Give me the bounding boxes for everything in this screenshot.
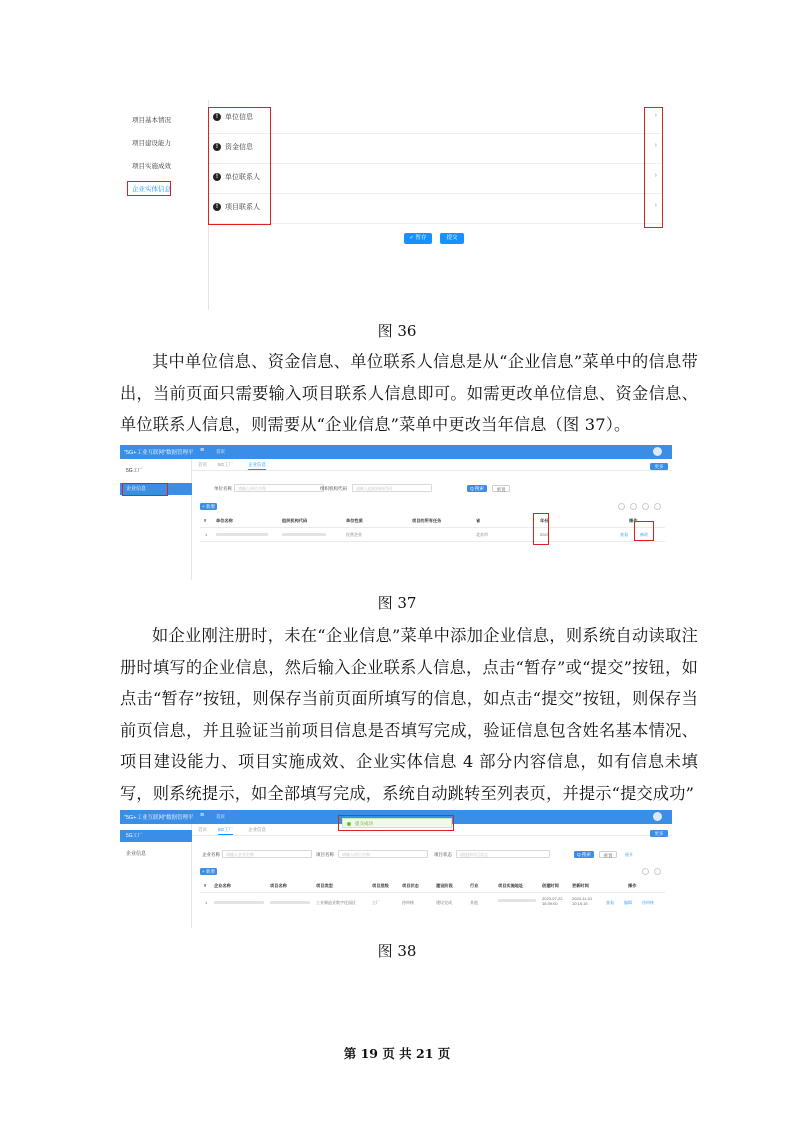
info-icon: ! — [213, 203, 221, 211]
columns-icon[interactable] — [642, 503, 649, 510]
menu-item-construction[interactable]: 项目建设能力 — [132, 140, 171, 147]
col-header: 更新时间 — [572, 883, 589, 888]
tab-home[interactable]: 首页 — [198, 462, 207, 467]
info-icon: ! — [213, 113, 221, 121]
divider — [200, 892, 665, 893]
tab-home[interactable]: 首页 — [198, 827, 207, 832]
cell-status: 待审核 — [402, 900, 414, 905]
view-link[interactable]: 查看 — [620, 532, 628, 537]
highlight-box — [644, 107, 663, 228]
highlight-box — [208, 107, 271, 225]
cell-province: 北京市 — [476, 532, 488, 537]
col-header: 操作 — [628, 883, 637, 888]
tab-enterprise[interactable]: 企业信息 — [248, 827, 266, 832]
cell-industry: 其他 — [470, 900, 478, 905]
submit-button[interactable]: 提交 — [440, 233, 464, 244]
menu-item-entity-info[interactable]: 企业实体信息 — [132, 186, 171, 193]
cell-num: 1 — [205, 900, 208, 905]
project-name-input[interactable]: 请输入项目名称 — [338, 850, 428, 858]
figure-caption-36: 图 36 — [377, 322, 417, 340]
divider — [200, 541, 665, 542]
col-header: 建设阶段 — [436, 883, 453, 888]
figure-caption-37: 图 37 — [377, 594, 417, 612]
sidebar — [120, 824, 192, 928]
more-button[interactable]: 更多 — [650, 463, 668, 470]
cell-updated: 2024-11-01 10:15:15 — [572, 896, 593, 906]
col-header: 企业名称 — [214, 883, 231, 888]
expand-link[interactable]: 展开 — [625, 852, 633, 857]
masked-project-name — [270, 901, 310, 904]
app-title: "5G+工业互联网"数据管理平 — [124, 815, 194, 821]
org-code-input[interactable]: 请输入组织机构代码 — [352, 484, 432, 492]
col-header: 操作 — [629, 518, 638, 523]
section-row-project-contact[interactable] — [208, 194, 663, 224]
menu-icon[interactable]: ≡ — [200, 812, 205, 819]
col-header: 项目实施地址 — [498, 883, 524, 888]
highlight-box — [338, 815, 454, 831]
add-button[interactable]: + 新增 — [200, 868, 217, 875]
toast-text: 提交成功 — [355, 821, 373, 826]
edit-link[interactable]: 编辑 — [624, 900, 632, 905]
sidebar-item-enterprise[interactable]: 企业信息 — [120, 483, 192, 495]
breadcrumb-home[interactable]: 首页 — [216, 814, 225, 819]
enterprise-name-input[interactable]: 请输入企业名称 — [222, 850, 312, 858]
unit-name-input[interactable]: 请输入单位名称 — [234, 484, 324, 492]
col-header: 项目的所有任务 — [412, 518, 442, 523]
avatar[interactable] — [653, 447, 662, 456]
cell-nature: 民营企业 — [346, 532, 362, 537]
figure-caption-38: 图 38 — [377, 942, 417, 960]
search-button[interactable]: Q 搜索 — [467, 485, 487, 492]
section-row-unit-info[interactable] — [208, 104, 663, 134]
breadcrumb-home[interactable]: 首页 — [216, 449, 225, 454]
masked-org-code — [282, 533, 326, 536]
col-header: 单位名称 — [216, 518, 233, 523]
chevron-right-icon[interactable]: › — [654, 142, 657, 149]
col-header: # — [204, 883, 207, 888]
paragraph-1: 其中单位信息、资金信息、单位联系人信息是从“企业信息”菜单中的信息带出，当前页面只需要输入项目联系人信息即可。如需更改单位信息、资金信息、单位联系人信息，则需要从“企业信息”菜单中更改当年信息（图 37）。 — [120, 352, 698, 434]
reset-button[interactable]: 重置 — [492, 485, 510, 492]
col-header: # — [204, 518, 207, 523]
settings-icon[interactable] — [654, 503, 661, 510]
menu-icon[interactable]: ≡ — [200, 447, 205, 454]
tab-bar — [192, 459, 672, 471]
col-header: 创建时间 — [542, 883, 559, 888]
col-header: 组织机构代码 — [282, 518, 308, 523]
save-draft-button[interactable]: ✓ 暂存 — [404, 233, 432, 244]
filter-label-project-status: 项目状态 — [434, 852, 452, 857]
col-header: 省 — [476, 518, 481, 523]
section-row-unit-contact[interactable] — [208, 164, 663, 194]
info-icon: ! — [213, 173, 221, 181]
figure-38-screenshot — [120, 810, 672, 928]
cell-created: 2023-07-22 16:39:00 — [542, 896, 563, 906]
info-icon: ! — [213, 143, 221, 151]
filter-label-project-name: 项目名称 — [316, 852, 334, 857]
section-label: 单位联系人 — [225, 174, 260, 181]
cell-level: 工厂 — [372, 900, 380, 905]
col-header: 项目名称 — [270, 883, 287, 888]
avatar[interactable] — [653, 812, 662, 821]
menu-item-effect[interactable]: 项目实施成效 — [132, 163, 171, 170]
masked-address — [498, 899, 536, 902]
chevron-right-icon[interactable]: › — [654, 172, 657, 179]
highlight-box — [122, 483, 168, 496]
cell-type: 工业制造业数字化园区 — [316, 900, 356, 905]
tab-5g-factory[interactable]: 5G工厂 — [218, 827, 233, 835]
tab-enterprise[interactable]: 企业信息 — [248, 462, 266, 470]
filter-label-unit-name: 单位名称 — [214, 486, 232, 491]
cell-num: 1 — [205, 532, 208, 537]
highlight-box — [634, 521, 654, 541]
cell-year: 2023 — [540, 532, 549, 537]
masked-enterprise-name — [214, 901, 264, 904]
divider — [200, 527, 665, 528]
project-status-select[interactable]: 请选择项目状态 — [456, 850, 550, 858]
figure-37-screenshot — [120, 445, 672, 580]
status-link[interactable]: 待审核 — [642, 900, 654, 905]
page-footer: 第 19 页 共 21 页 — [343, 1046, 451, 1061]
masked-unit-name — [216, 533, 268, 536]
refresh-icon[interactable] — [642, 868, 649, 875]
col-header: 项目状态 — [402, 883, 419, 888]
highlight-box — [533, 513, 549, 545]
paragraph-2: 如企业刚注册时，未在“企业信息”菜单中添加企业信息，则系统自动读取注册时填写的企业信息，然后输入企业联系人信息，点击“暂存”或“提交”按钮，如点击“暂存”按钮，则保存当前页面所填写的信息，如点击“提交”按钮，则保存当前页信息，并且验证当前项目信息是否填写完成，验证信息包含姓名基本情况、项目建设能力、项目实施成效、企业实体信息 4 部分内容信息，如有信息未填写，则系统提示，如全部填写完成，系统自动跳转至列表页，并提示“提交成功” — [120, 626, 698, 803]
filter-label-enterprise-name: 企业名称 — [202, 852, 220, 857]
menu-item-basic-info[interactable]: 项目基本情况 — [132, 117, 171, 124]
app-header — [120, 445, 672, 459]
chevron-right-icon[interactable]: › — [654, 202, 657, 209]
col-header: 项目类型 — [316, 883, 333, 888]
reset-button[interactable]: 重置 — [599, 851, 617, 858]
view-link[interactable]: 查看 — [606, 900, 614, 905]
search-toggle-icon[interactable] — [618, 503, 625, 510]
sidebar-item-5g-factory[interactable]: 5G工厂 — [126, 468, 143, 474]
section-label: 资金信息 — [225, 144, 253, 151]
highlight-box — [127, 181, 171, 196]
sidebar — [120, 459, 192, 580]
col-header: 行业 — [470, 883, 479, 888]
edit-link[interactable]: 修改 — [640, 532, 648, 537]
sidebar-item-enterprise[interactable]: 企业信息 — [126, 851, 147, 857]
section-label: 项目联系人 — [225, 204, 260, 211]
app-title: "5G+工业互联网"数据管理平 — [124, 450, 194, 456]
refresh-icon[interactable] — [630, 503, 637, 510]
tab-5g-factory[interactable]: 5G工厂 — [218, 462, 234, 467]
section-row-capital[interactable] — [208, 134, 663, 164]
columns-icon[interactable] — [654, 868, 661, 875]
section-label: 单位信息 — [225, 114, 253, 121]
add-button[interactable]: + 新增 — [200, 503, 217, 510]
cell-stage: 建设完成 — [436, 900, 452, 905]
col-header: 项目层级 — [372, 883, 389, 888]
search-button[interactable]: Q 搜索 — [574, 851, 594, 858]
figure-36-screenshot — [122, 100, 674, 310]
chevron-right-icon[interactable]: › — [654, 112, 657, 119]
filter-label-org-code: 组织机构代码 — [320, 486, 347, 491]
sidebar-item-5g-factory[interactable]: 5G工厂 — [120, 830, 192, 842]
col-header: 年份 — [540, 518, 549, 523]
col-header: 单位性质 — [346, 518, 363, 523]
more-button[interactable]: 更多 — [650, 830, 668, 837]
